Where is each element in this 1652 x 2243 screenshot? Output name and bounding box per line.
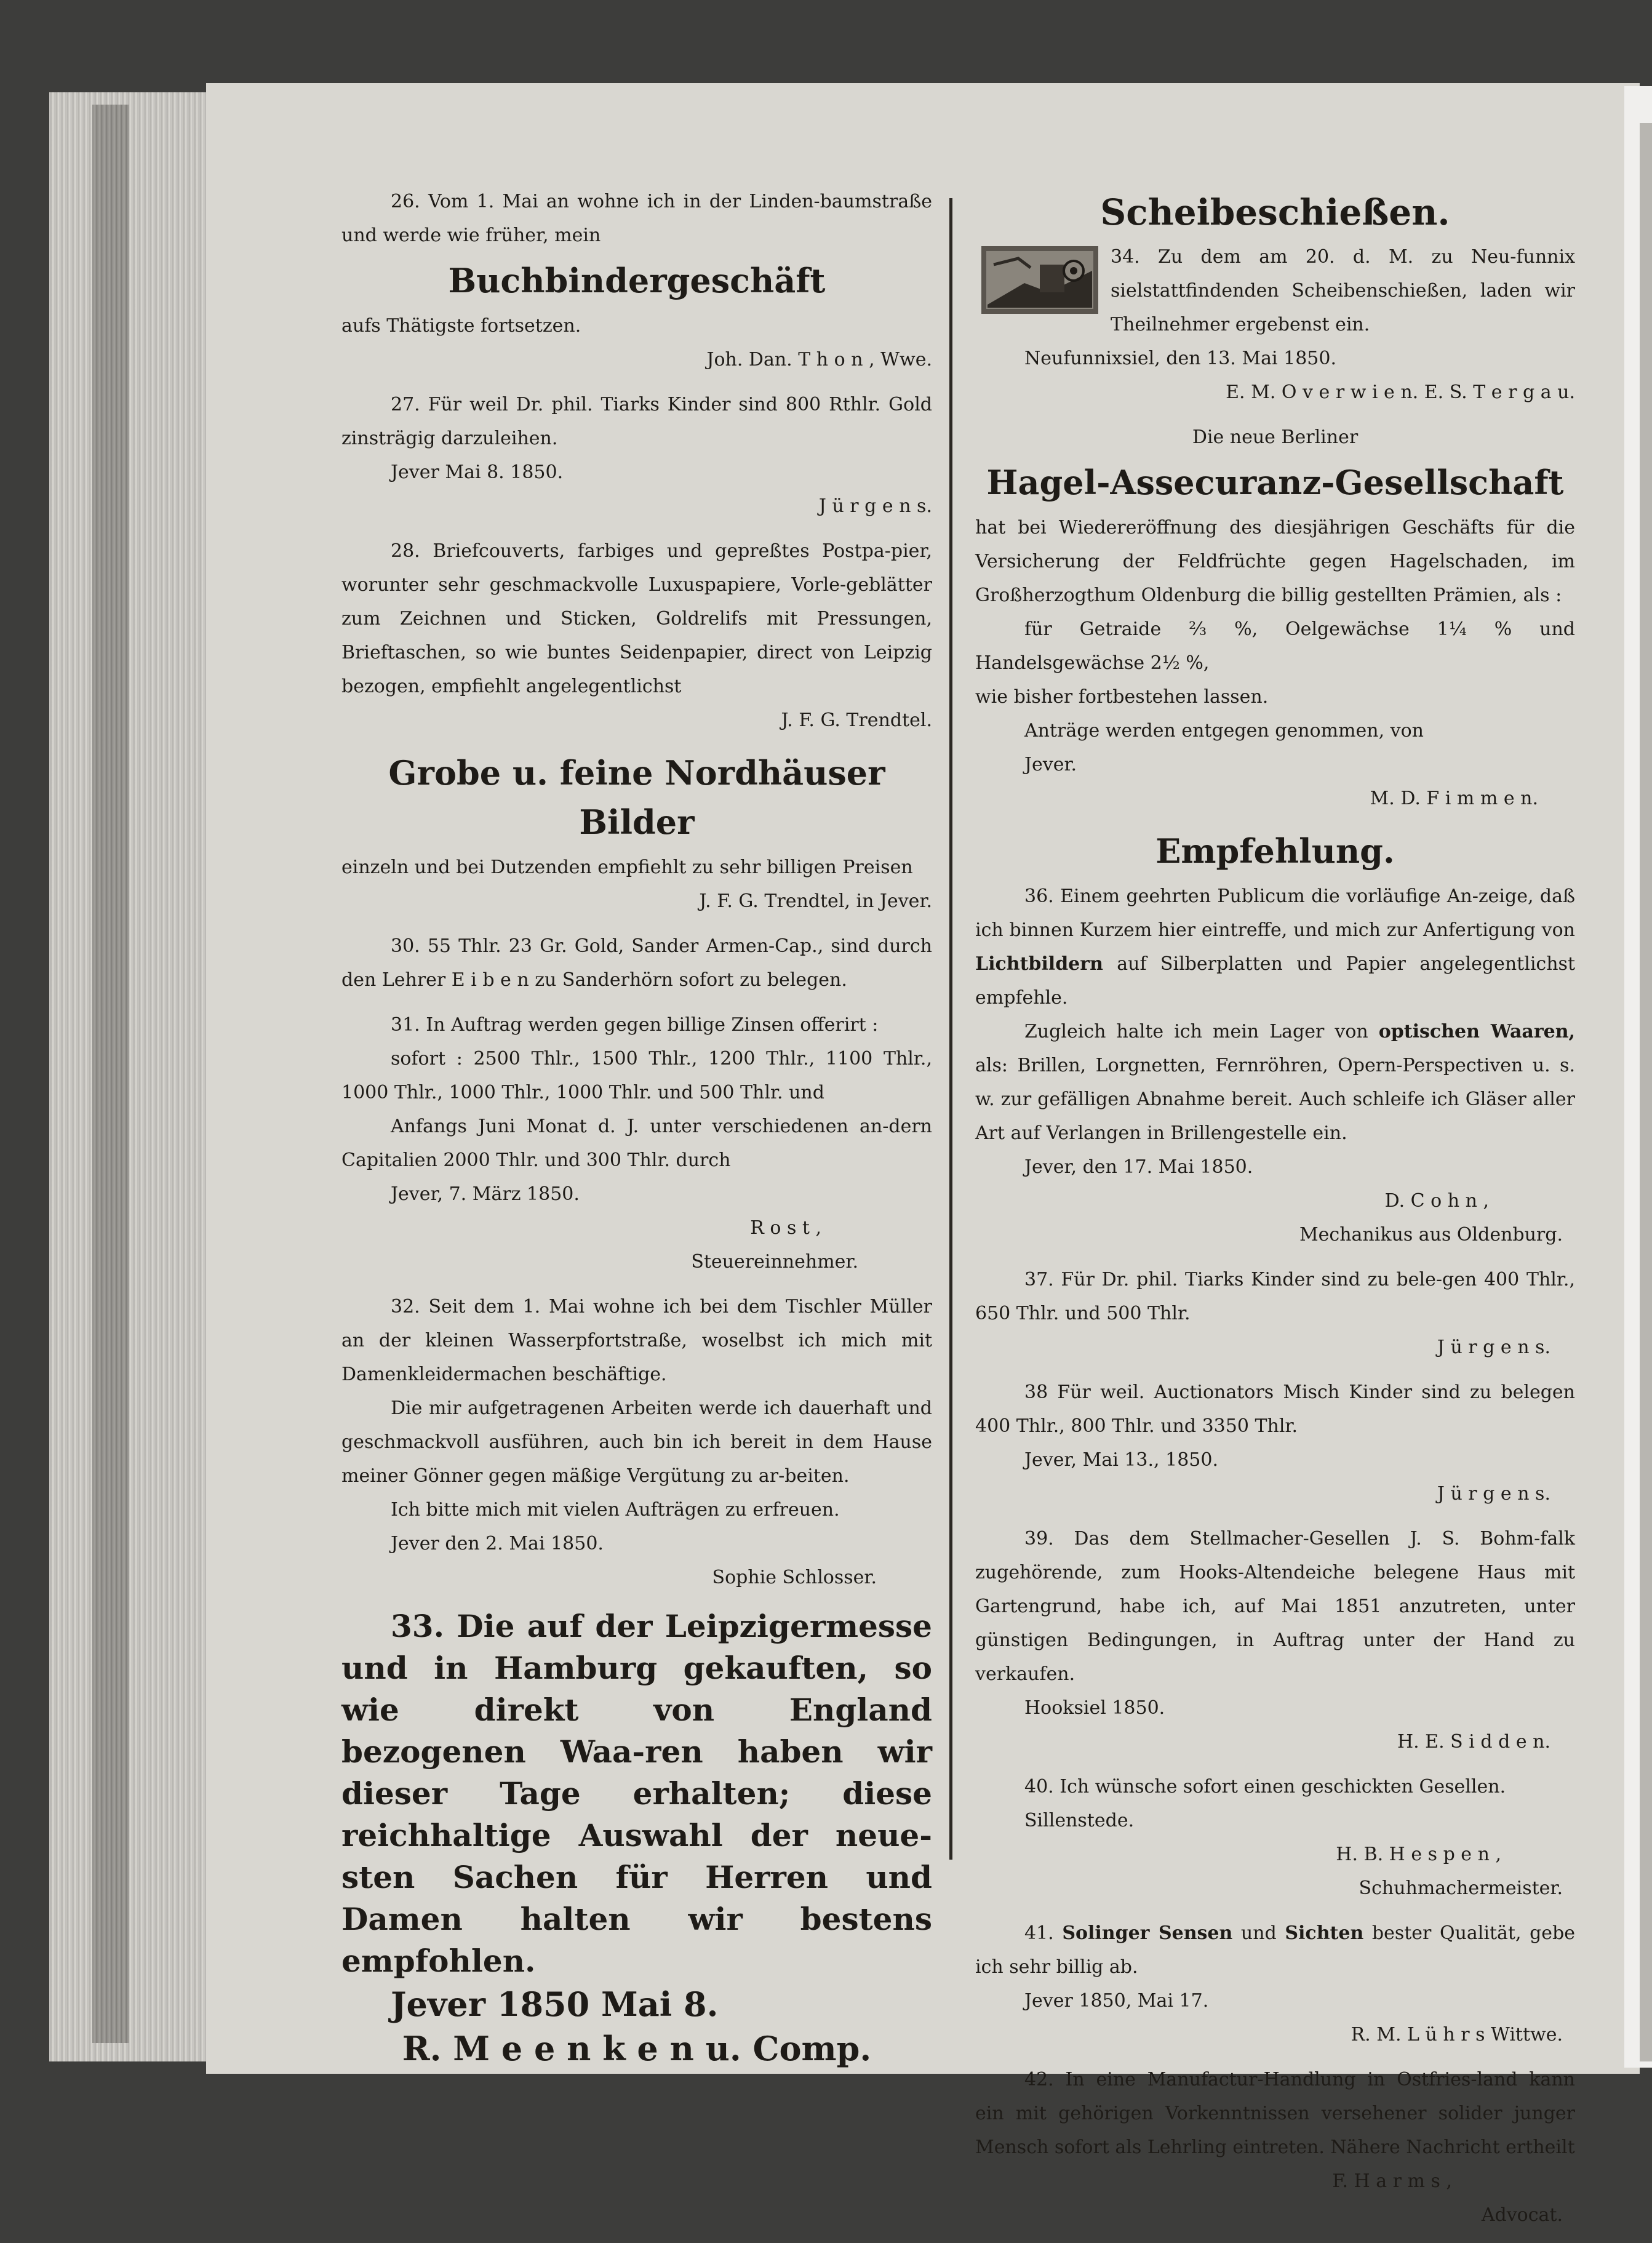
ad-29-heading: Grobe u. feine Nordhäuser Bilder (388, 753, 885, 842)
ad-36-signature-title: Mechanikus aus Oldenburg. (1299, 1224, 1563, 1245)
ad-33-text: 33. Die auf der Leipzigermesse und in Hamburg gekauften, so wie direkt von England bezogenen Waa-ren haben wir dieser Tage erhalten; diese reichhaltige Auswahl der neue-sten Sachen für Herren und Damen halten wir bestens empfohlen. (341, 1608, 932, 1979)
ad-35-text: hat bei Wiedereröffnung des diesjährigen Geschäfts für die Versicherung der Feldfrüchte gegen Hagelschaden, im Großherzogthum Oldenburg die billig gestellten Prämien, als : (975, 517, 1575, 606)
ad-31-signature: R o s t , (750, 1217, 821, 1239)
ad-41-signature: R. M. L ü h r s Wittwe. (1351, 2024, 1563, 2045)
book-binding-edge (92, 105, 129, 2043)
ad-34-heading: Scheibeschießen. (1100, 191, 1450, 233)
column-divider (949, 198, 952, 1860)
ad-36-lichtbildern: Lichtbildern (975, 953, 1103, 975)
ad-29-text: einzeln und bei Dutzenden empfiehlt zu sehr billigen Preisen (341, 857, 913, 878)
ad-33 (341, 1605, 932, 2071)
ad-40 (975, 1770, 1575, 1905)
ad-39-text: 39. Das dem Stellmacher-Gesellen J. S. Bohm-falk zugehörende, zum Hooks-Altendeiche belegene Haus mit Gartengrund, habe ich, auf Mai 1851 anzutreten, unter günstigen Bedingungen, in Auftrag unter der Hand zu verkaufen. (975, 1528, 1575, 1685)
ad-31-text-2: sofort : 2500 Thlr., 1500 Thlr., 1200 Thlr., 1100 Thlr., 1000 Thlr., 1000 Thlr., 1000 Thlr. und 500 Thlr. und (341, 1048, 932, 1103)
ad-32-signature: Sophie Schlosser. (712, 1567, 877, 1588)
ad-35-pre-heading: Die neue Berliner (1192, 426, 1359, 448)
ad-41-text-rest: bester Qualität, gebe ich sehr billig ab. (975, 1922, 1576, 1978)
ad-41-text (975, 1916, 1575, 1984)
ad-32 (341, 1290, 932, 1594)
ad-26-heading: Buchbindergeschäft (448, 261, 826, 300)
ad-35-text-2: wie bisher fortbestehen lassen. (975, 686, 1269, 708)
ad-41 (975, 1916, 1575, 2052)
ad-26 (341, 185, 932, 377)
ad-30 (341, 929, 932, 997)
ad-40-signature-title: Schuhmachermeister. (1359, 1877, 1563, 1899)
ad-26-signature: Joh. Dan. T h o n , Wwe. (706, 349, 932, 370)
ad-35-place: Jever. (1024, 754, 1077, 775)
ad-36-date: Jever, den 17. Mai 1850. (1024, 1156, 1253, 1178)
right-column (975, 185, 1575, 2243)
ad-31-date: Jever, 7. März 1850. (391, 1183, 580, 1205)
ad-36 (975, 826, 1575, 1252)
ad-35-heading: Hagel-Assecuranz-Gesellschaft (986, 463, 1564, 502)
ad-31-text: 31. In Auftrag werden gegen billige Zinsen offerirt : (391, 1014, 879, 1036)
ad-37-text: 37. Für Dr. phil. Tiarks Kinder sind zu bele-gen 400 Thlr., 650 Thlr. und 500 Thlr. (975, 1269, 1575, 1324)
ad-37-signature: J ü r g e n s. (1437, 1337, 1550, 1358)
ad-39-date: Hooksiel 1850. (1024, 1697, 1165, 1719)
ad-29 (341, 748, 932, 918)
ad-37 (975, 1263, 1575, 1364)
ad-42-text: 42. In eine Manufactur-Handlung in Ostfries-land kann ein mit gehörigen Vorkenntnissen versehener solider junger Mensch sofort als Lehrling eintreten. Nähere Nachricht ertheilt (975, 2069, 1575, 2158)
ad-34-text: 34. Zu dem am 20. d. M. zu Neu-funnix sielstattfindenden Scheibenschießen, laden wir Theilnehmer ergebenst ein. (1111, 246, 1575, 335)
ad-38-date: Jever, Mai 13., 1850. (1024, 1449, 1218, 1471)
ad-34-signature: E. M. O v e r w i e n. E. S. T e r g a u. (1226, 382, 1575, 403)
ad-41-sensen: Solinger Sensen (1062, 1922, 1233, 1944)
ad-31 (341, 1008, 932, 1279)
ad-42 (975, 2063, 1575, 2232)
ad-33-signature: R. M e e n k e n u. Comp. (402, 2029, 872, 2068)
ad-42-signature-title: Advocat. (1481, 2204, 1563, 2226)
ad-31-signature-title: Steuereinnehmer. (691, 1251, 858, 1273)
ad-36-text-part: 36. Einem geehrten Publicum die vorläufige An-zeige, daß ich binnen Kurzem hier eintreffe, und mich zur Anfertigung von (975, 886, 1575, 941)
left-column (341, 185, 932, 2082)
shooting-target-vignette-icon (981, 246, 1098, 314)
ad-26-text: 26. Vom 1. Mai an wohne ich in der Linden-baumstraße und werde wie früher, mein (341, 191, 932, 246)
ad-40-text: 40. Ich wünsche sofort einen geschickten Gesellen. (1024, 1776, 1506, 1797)
ad-41-number: 41. (1024, 1922, 1063, 1944)
ad-32-text-2: Die mir aufgetragenen Arbeiten werde ich dauerhaft und geschmackvoll ausführen, auch bin ich bereit in dem Hause meiner Gönner gegen mäßige Vergütung zu ar-beiten. (341, 1397, 932, 1487)
facing-page-edge (1640, 123, 1652, 2061)
ad-27-signature: J ü r g e n s. (818, 495, 932, 517)
book-page-edges (49, 92, 215, 2061)
ad-35-rates: für Getraide ⅔ %, Oelgewächse 1¼ % und Handelsgewächse 2½ %, (975, 618, 1575, 674)
ad-28-signature: J. F. G. Trendtel. (781, 710, 932, 731)
ad-30-text: 30. 55 Thlr. 23 Gr. Gold, Sander Armen-Cap., sind durch den Lehrer E i b e n zu Sanderhörn sofort zu belegen. (341, 935, 932, 991)
ad-42-signature: F. H a r m s , (1332, 2170, 1452, 2192)
ad-34 (975, 185, 1575, 409)
ad-31-text-3: Anfangs Juni Monat d. J. unter verschiedenen an-dern Capitalien 2000 Thlr. und 300 Thlr. durch (341, 1116, 932, 1171)
ad-38-signature: J ü r g e n s. (1437, 1483, 1550, 1505)
ad-26-text-2: aufs Thätigste fortsetzen. (341, 315, 581, 337)
ad-32-date: Jever den 2. Mai 1850. (391, 1533, 604, 1554)
ad-40-signature: H. B. H e s p e n , (1336, 1844, 1501, 1865)
ad-40-place: Sillenstede. (1024, 1810, 1135, 1831)
ad-27 (341, 388, 932, 523)
ad-34-date: Neufunnixsiel, den 13. Mai 1850. (1024, 348, 1336, 369)
ad-29-signature: J. F. G. Trendtel, in Jever. (699, 890, 932, 912)
ad-38-text: 38 Für weil. Auctionators Misch Kinder sind zu belegen 400 Thlr., 800 Thlr. und 3350 Thlr. (975, 1381, 1575, 1437)
ad-36-text-2-part: Zugleich halte ich mein Lager von (1024, 1021, 1379, 1042)
ad-38 (975, 1375, 1575, 1511)
ad-36-text-2-part-2: als: Brillen, Lorgnetten, Fernröhren, Opern-Perspectiven u. s. w. zur gefälligen Abnahme bereit. Auch schleife ich Gläser aller Art auf Verlangen in Brillengestelle ein. (975, 1055, 1575, 1144)
ad-36-text-part-2: auf Silberplatten und Papier angelegentlichst empfehle. (975, 953, 1575, 1009)
ad-28-text: 28. Briefcouverts, farbiges und gepreßtes Postpa-pier, worunter sehr geschmackvolle Luxuspapiere, Vorle-geblätter zum Zeichnen und Sticken, Goldrelifs mit Pressungen, Brieftaschen, so wie buntes Seidenpapier, direct von Leipzig bezogen, empfiehlt angelegentlichst (341, 540, 932, 697)
ad-36-text-2 (975, 1015, 1575, 1150)
ad-41-sichten: Sichten (1285, 1922, 1364, 1944)
ad-39-signature: H. E. S i d d e n. (1397, 1731, 1550, 1753)
ad-28 (341, 534, 932, 737)
ad-35-text-3: Anträge werden entgegen genommen, von (1024, 720, 1424, 742)
ad-27-text: 27. Für weil Dr. phil. Tiarks Kinder sind 800 Rthlr. Gold zinsträgig darzuleihen. (341, 394, 932, 449)
ad-41-date: Jever 1850, Mai 17. (1024, 1990, 1209, 2012)
ad-32-text: 32. Seit dem 1. Mai wohne ich bei dem Tischler Müller an der kleinen Wasserpfortstraße, woselbst ich mich mit Damenkleidermachen beschäftige. (341, 1296, 932, 1385)
ad-27-date: Jever Mai 8. 1850. (391, 462, 564, 483)
ad-33-date: Jever 1850 Mai 8. (391, 1985, 719, 2024)
ad-35 (975, 420, 1575, 815)
ad-36-heading: Empfehlung. (1155, 831, 1395, 871)
ad-35-signature: M. D. F i m m e n. (1370, 788, 1538, 809)
ad-41-und: und (1232, 1922, 1285, 1944)
ad-36-text (975, 879, 1575, 1015)
ad-36-optische-waaren: optischen Waaren, (1378, 1021, 1575, 1042)
ad-36-signature: D. C o h n , (1384, 1190, 1489, 1212)
ad-32-text-3: Ich bitte mich mit vielen Aufträgen zu erfreuen. (391, 1499, 840, 1521)
ad-39 (975, 1522, 1575, 1759)
